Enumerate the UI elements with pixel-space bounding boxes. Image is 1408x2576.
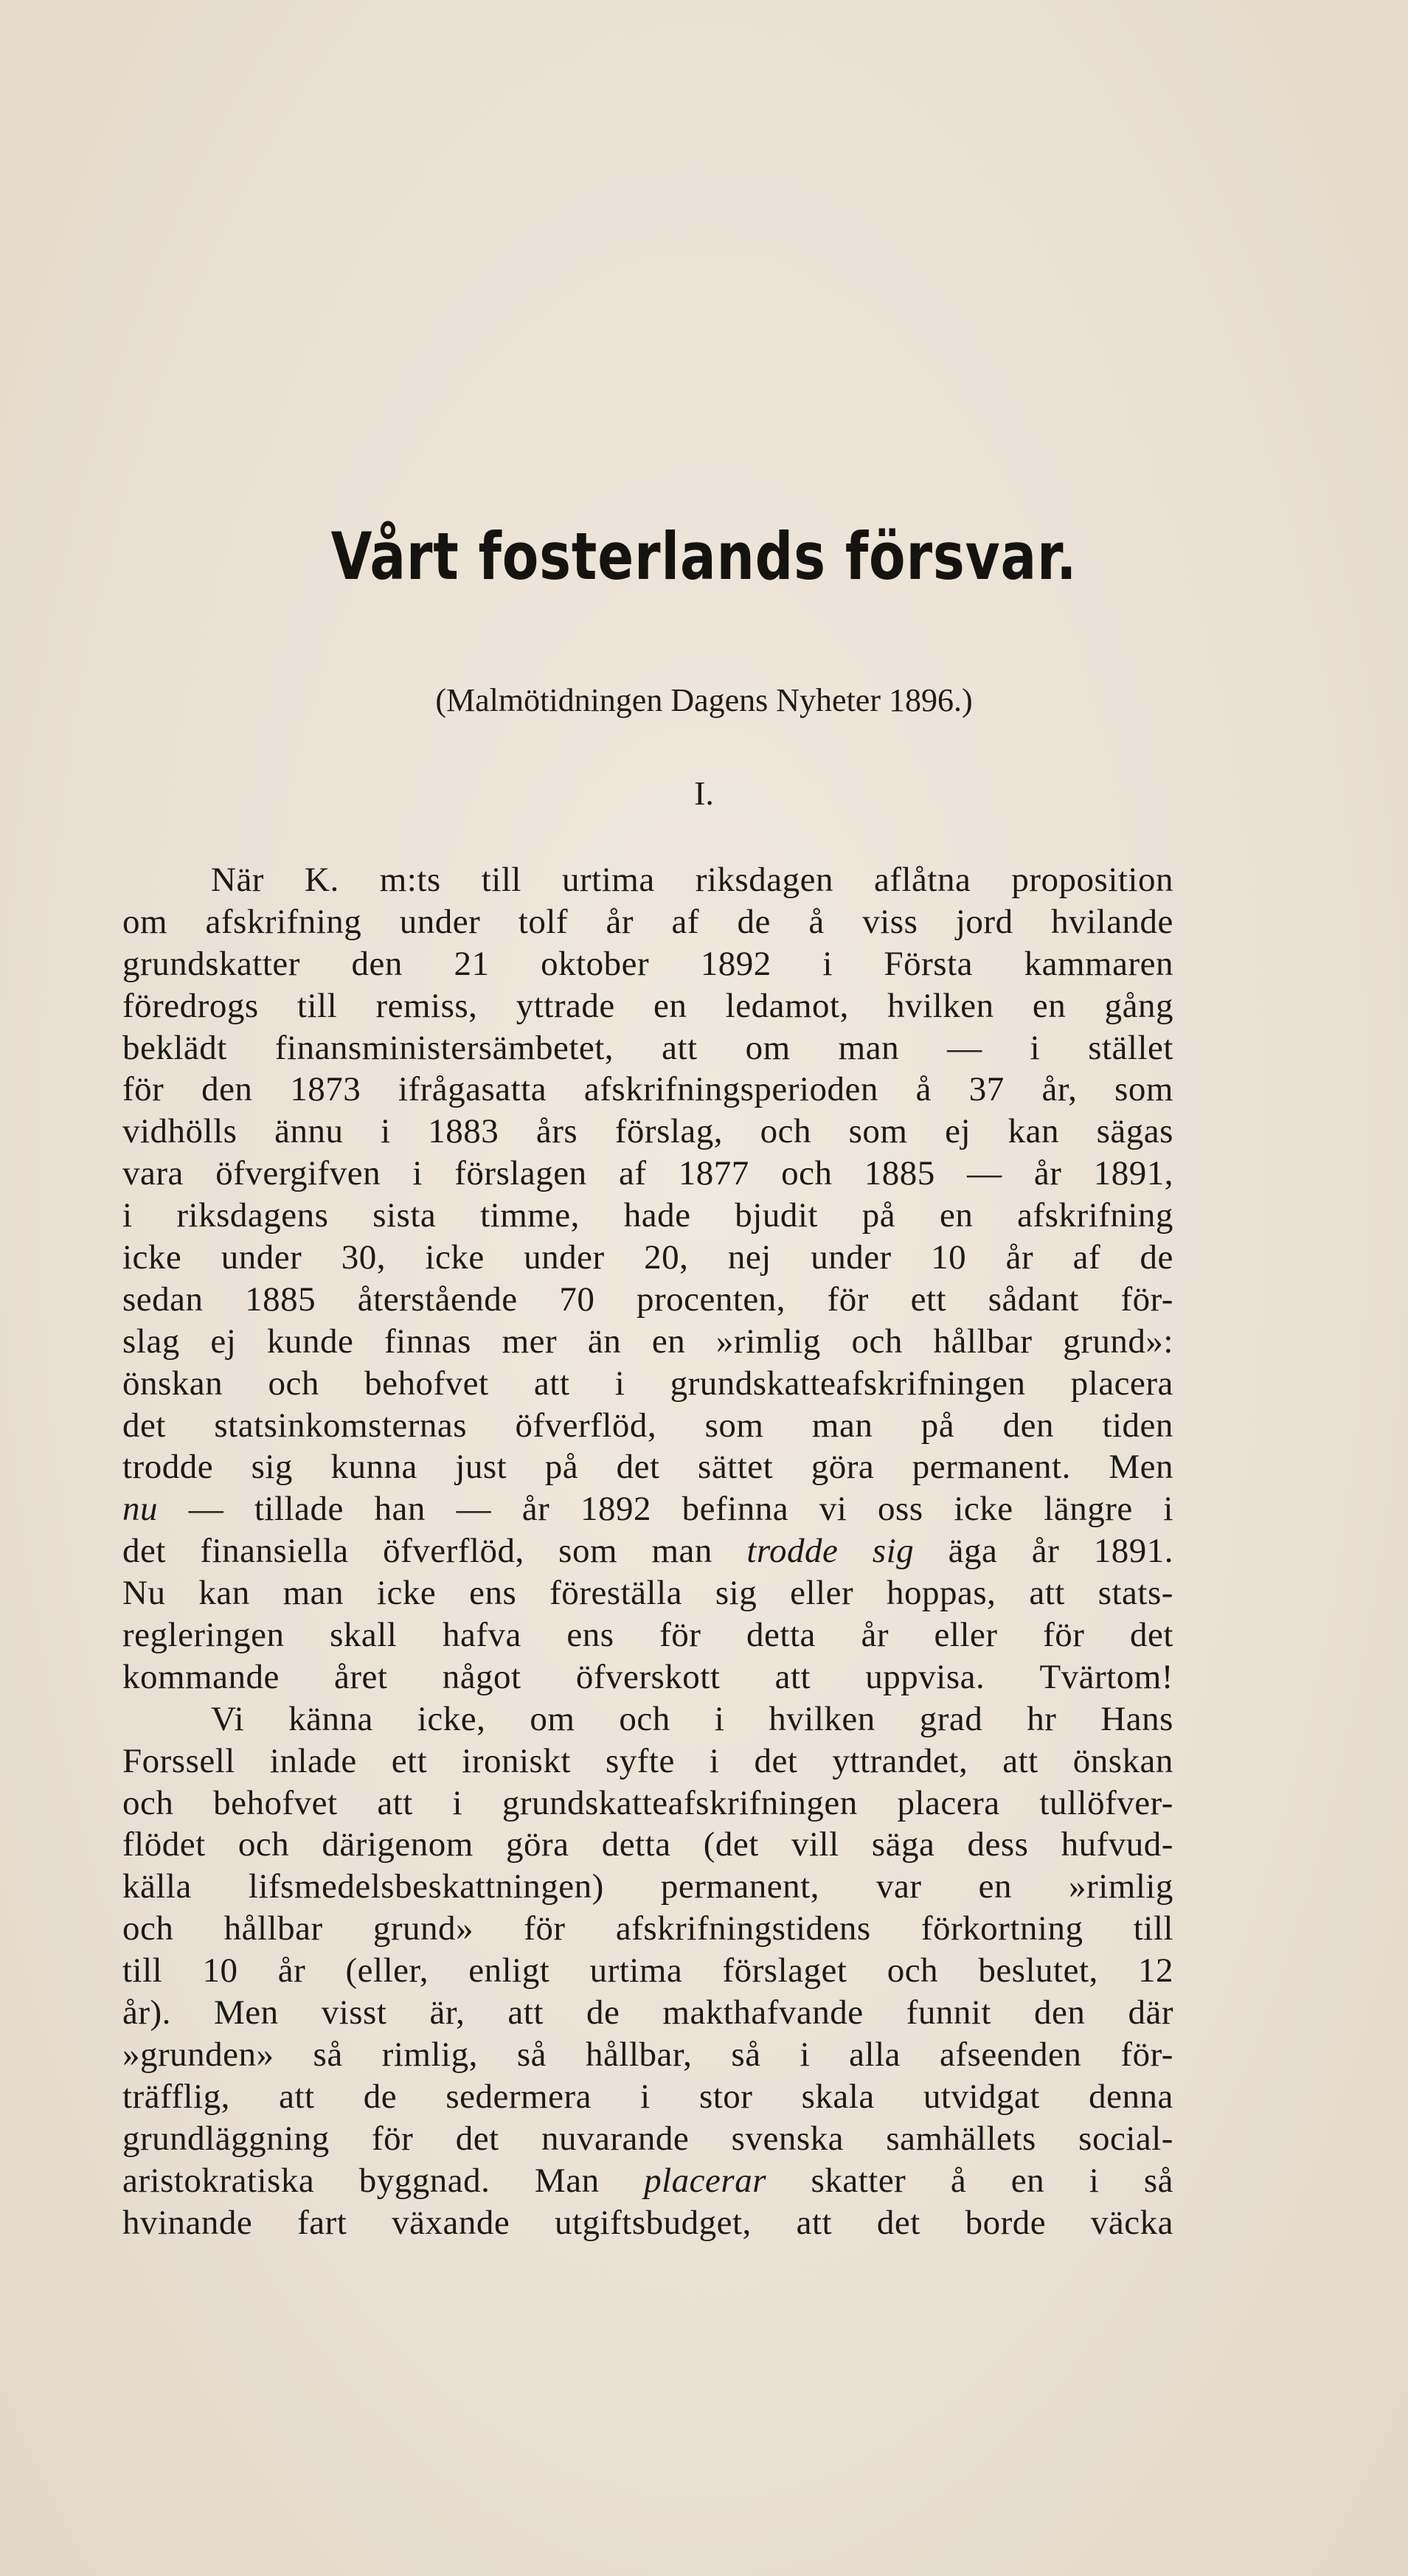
text-line: för den 1873 ifrågasatta afskrifningsperioden å 37 år, som [122,1070,1173,1109]
text-line: icke under 30, icke under 20, nej under 10 år af de [122,1238,1173,1277]
text-line: om afskrifning under tolf år af de å viss jord hvilande [122,902,1173,941]
text-line: regleringen skall hafva ens för detta år eller för det [122,1616,1173,1655]
text-line: »grunden» så rimlig, så hållbar, så i alla afseenden för- [122,2035,1173,2074]
text-line: och behofvet att i grundskatteafskrifningen placera tullöfver- [122,1783,1173,1822]
text-line: det statsinkomsternas öfverflöd, som man på den tiden [122,1406,1173,1445]
text-line: trodde sig kunna just på det sättet göra permanent. Men [122,1448,1173,1487]
body-text [122,859,1173,2243]
text-line: källa lifsmedelsbeskattningen) permanent, var en »rimlig [122,1867,1173,1906]
text-line: vidhölls ännu i 1883 års förslag, och som ej kan sägas [122,1112,1173,1151]
text-line: beklädt finansministersämbetet, att om man — i stället [122,1028,1173,1067]
text-line: år). Men visst är, att de makthafvande funnit den där [122,1993,1173,2032]
text-line: sedan 1885 återstående 70 procenten, för ett sådant för- [122,1280,1173,1319]
text-line: vara öfvergifven i förslagen af 1877 och 1885 — år 1891, [122,1154,1173,1193]
text-line: Vi känna icke, om och i hvilken grad hr Hans [211,1699,1173,1738]
text-line: hvinande fart växande utgiftsbudget, att det borde väcka [122,2203,1173,2242]
text-line: flödet och därigenom göra detta (det vill säga dess hufvud- [122,1825,1173,1864]
text-line: Forssell inlade ett ironiskt syfte i det yttrandet, att önskan [122,1741,1173,1780]
text-line: aristokratiska byggnad. Man placerar skatter å en i så [122,2161,1173,2200]
text-line: i riksdagens sista timme, hade bjudit på en afskrifning [122,1196,1173,1235]
page-title: Vårt fosterlands försvar. [330,518,1078,594]
text-line: grundläggning för det nuvarande svenska samhällets social- [122,2119,1173,2158]
text-line: Nu kan man icke ens föreställa sig eller hoppas, att stats- [122,1574,1173,1613]
text-line: grundskatter den 21 oktober 1892 i Första kammaren [122,944,1173,983]
source-note: (Malmötidningen Dagens Nyheter 1896.) [435,682,973,718]
text-line: det finansiella öfverflöd, som man trodde sig äga år 1891. [122,1532,1173,1571]
text-line: önskan och behofvet att i grundskatteafskrifningen placera [122,1364,1173,1403]
text-line: kommande året något öfverskott att uppvisa. Tvärtom! [122,1657,1173,1696]
text-line: träfflig, att de sedermera i stor skala utvidgat denna [122,2077,1173,2116]
text-line: föredrogs till remiss, yttrade en ledamot, hvilken en gång [122,986,1173,1025]
text-line: slag ej kunde finnas mer än en »rimlig och hållbar grund»: [122,1322,1173,1361]
text-line: och hållbar grund» för afskrifningstidens förkortning till [122,1909,1173,1948]
text-line: När K. m:ts till urtima riksdagen aflåtna proposition [211,861,1173,899]
text-line: nu — tillade han — år 1892 befinna vi oss icke längre i [122,1490,1173,1529]
section-number: I. [694,774,714,812]
text-line: till 10 år (eller, enligt urtima förslaget och beslutet, 12 [122,1951,1173,1990]
